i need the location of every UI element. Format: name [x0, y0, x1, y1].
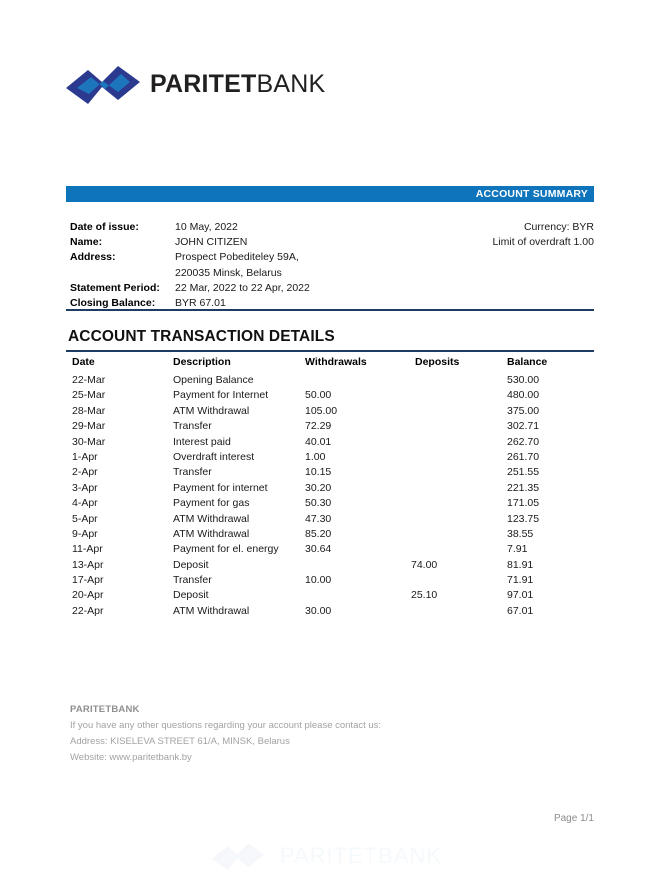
cell-withdrawals: 85.20 — [305, 527, 332, 540]
column-header-balance: Balance — [507, 356, 548, 368]
cell-description: Opening Balance — [173, 374, 254, 386]
cell-deposits: 74.00 — [411, 558, 438, 571]
summary-row-key: Statement Period: — [70, 281, 160, 294]
bank-logo — [66, 58, 325, 110]
account-summary-details — [70, 220, 400, 311]
table-row — [66, 481, 594, 496]
cell-balance: 251.55 — [507, 466, 540, 479]
table-row — [66, 465, 594, 480]
summary-row-value: Prospect Pobediteley 59A, — [175, 251, 299, 264]
cell-description: Payment for gas — [173, 497, 250, 510]
cell-balance: 530.00 — [507, 374, 540, 386]
cell-withdrawals: 30.64 — [305, 543, 332, 556]
transactions-table — [66, 354, 594, 619]
table-row — [66, 373, 594, 388]
brand-name-bold: PARITET — [150, 69, 257, 98]
cell-description: ATM Withdrawal — [173, 404, 250, 417]
summary-row — [70, 281, 400, 296]
transactions-title: ACCOUNT TRANSACTION DETAILS — [68, 328, 335, 345]
summary-row-key: Name: — [70, 236, 103, 249]
cell-withdrawals: 40.01 — [305, 435, 332, 448]
cell-withdrawals: 50.00 — [305, 389, 332, 402]
cell-balance: 38.55 — [507, 527, 534, 540]
cell-date: 5-Apr — [72, 512, 98, 525]
cell-balance: 262.70 — [507, 435, 540, 448]
footer-website[interactable]: Website: www.paritetbank.by — [70, 752, 192, 763]
cell-date: 30-Mar — [72, 435, 106, 448]
table-row — [66, 604, 594, 619]
cell-balance: 97.01 — [507, 589, 534, 602]
cell-date: 4-Apr — [72, 497, 98, 510]
summary-row — [70, 220, 400, 235]
cell-balance: 375.00 — [507, 404, 540, 417]
cell-withdrawals: 105.00 — [305, 404, 338, 417]
cell-deposits: 25.10 — [411, 589, 438, 602]
cell-description: Interest paid — [173, 435, 231, 448]
table-header-row — [66, 354, 594, 370]
account-summary-label: ACCOUNT SUMMARY — [475, 188, 588, 200]
cell-date: 25-Mar — [72, 389, 106, 402]
cell-date: 17-Apr — [72, 574, 104, 587]
summary-row — [70, 235, 400, 250]
footer-brand: PARITETBANK — [70, 704, 140, 715]
cell-description: Payment for internet — [173, 481, 268, 494]
cell-description: Payment for el. energy — [173, 543, 279, 556]
table-row — [66, 388, 594, 403]
brand-wordmark — [150, 69, 326, 98]
summary-row — [70, 250, 400, 265]
brand-name-light: BANK — [256, 69, 326, 98]
table-row — [66, 512, 594, 527]
footer-contact: If you have any other questions regarding your account please contact us: — [70, 720, 382, 731]
cell-date: 29-Mar — [72, 420, 106, 433]
cell-description: ATM Withdrawal — [173, 527, 250, 540]
account-summary-currency-info — [492, 220, 594, 250]
cell-description: Transfer — [173, 466, 212, 479]
summary-row-key: Address: — [70, 251, 116, 264]
cell-description: Transfer — [173, 574, 212, 587]
table-row — [66, 435, 594, 450]
cell-withdrawals: 47.30 — [305, 512, 332, 525]
footer-address: Address: KISELEVA STREET 61/A, MINSK, Belarus — [70, 736, 290, 747]
page-number: Page 1/1 — [553, 813, 594, 824]
column-header-deposits: Deposits — [415, 356, 460, 368]
summary-row-value: 22 Mar, 2022 to 22 Apr, 2022 — [175, 281, 310, 294]
cell-balance: 7.91 — [507, 543, 528, 556]
summary-row-key: Closing Balance: — [70, 297, 156, 310]
table-row — [66, 542, 594, 557]
cell-balance: 67.01 — [507, 604, 534, 617]
summary-row-value: BYR 67.01 — [175, 297, 226, 310]
cell-balance: 171.05 — [507, 497, 540, 510]
cell-date: 3-Apr — [72, 481, 98, 494]
divider-table-header — [66, 350, 594, 352]
paritetbank-zigzag-logo-icon — [66, 60, 140, 108]
cell-date: 28-Mar — [72, 404, 106, 417]
cell-date: 22-Apr — [72, 604, 104, 617]
summary-row-value: 220035 Minsk, Belarus — [175, 266, 282, 279]
cell-withdrawals: 30.20 — [305, 481, 332, 494]
cell-description: Payment for Internet — [173, 389, 269, 402]
cell-balance: 123.75 — [507, 512, 540, 525]
cell-withdrawals: 50.30 — [305, 497, 332, 510]
cell-date: 11-Apr — [72, 543, 103, 556]
cell-balance: 261.70 — [507, 450, 540, 463]
cell-description: Deposit — [173, 589, 209, 602]
cell-description: ATM Withdrawal — [173, 512, 250, 525]
cell-date: 1-Apr — [72, 450, 98, 463]
table-row — [66, 450, 594, 465]
cell-withdrawals: 1.00 — [305, 450, 326, 463]
summary-row-value: 10 May, 2022 — [175, 221, 238, 233]
column-header-description: Description — [173, 356, 231, 368]
watermark-text — [280, 843, 442, 869]
cell-date: 13-Apr — [72, 558, 104, 571]
column-header-date: Date — [72, 356, 95, 368]
summary-row-key: Date of issue: — [70, 221, 139, 233]
cell-description: ATM Withdrawal — [173, 604, 250, 617]
table-row — [66, 527, 594, 542]
cell-withdrawals: 10.00 — [305, 574, 332, 587]
cell-balance: 221.35 — [507, 481, 540, 494]
page-footer — [70, 702, 381, 766]
currency-line: Currency: BYR — [523, 221, 594, 233]
account-summary-bar — [66, 186, 594, 202]
summary-row-value: JOHN CITIZEN — [175, 236, 248, 249]
cell-description: Transfer — [173, 420, 212, 433]
table-row — [66, 573, 594, 588]
cell-description: Overdraft interest — [173, 450, 255, 463]
table-row — [66, 419, 594, 434]
cell-withdrawals: 30.00 — [305, 604, 332, 617]
summary-row-key — [70, 266, 175, 281]
cell-withdrawals: 72.29 — [305, 420, 332, 433]
overdraft-limit-line: Limit of overdraft 1.00 — [492, 236, 594, 249]
watermark-logo-icon — [212, 839, 264, 873]
cell-date: 22-Mar — [72, 374, 106, 386]
cell-withdrawals: 10.15 — [305, 466, 332, 479]
cell-balance: 71.91 — [507, 574, 534, 587]
page-watermark — [0, 826, 654, 886]
cell-date: 9-Apr — [72, 527, 98, 540]
cell-date: 2-Apr — [72, 466, 98, 479]
table-row — [66, 496, 594, 511]
column-header-withdrawals: Withdrawals — [305, 356, 367, 368]
cell-description: Deposit — [173, 558, 209, 571]
table-row — [66, 588, 594, 603]
cell-balance: 480.00 — [507, 389, 540, 402]
divider-closing-balance — [66, 309, 594, 311]
cell-balance: 81.91 — [507, 558, 534, 571]
cell-balance: 302.71 — [507, 420, 540, 433]
table-row — [66, 404, 594, 419]
summary-row — [70, 266, 400, 281]
table-row — [66, 558, 594, 573]
cell-date: 20-Apr — [72, 589, 104, 602]
